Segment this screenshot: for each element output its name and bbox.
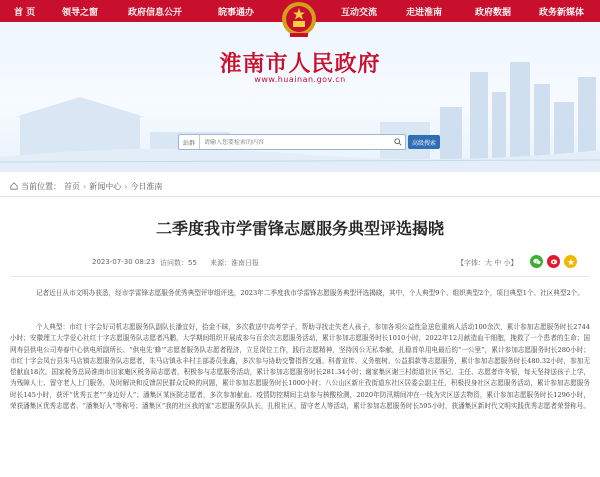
- weibo-share-icon[interactable]: [547, 255, 560, 268]
- qzone-share-icon[interactable]: [564, 255, 577, 268]
- breadcrumb: [10, 181, 162, 192]
- nav-item-new-media[interactable]: 政务新媒体: [539, 8, 585, 18]
- article-paragraph: 个人典型：市红十字会好司机志愿服务队副队长潘宜好，拾金不昧，多次救送中高考学子，帮助寻找走失老人孩子，参加各项公益性急送危重病人活动100余次，累计参加志愿服务时长2744小时；安徽理工大学爱心社红十字志愿服务队志愿者冯鹏，大学期间组织开展成参与百余次志愿服务活动，累计参加志愿服务时长1010小时，2022年12月献造血干细胞，挽救了一个患者的生命；国网寿县供电公司寿春中心供电所副所长、“供电先‘蜂’”志愿者服务队志愿者程济，立足岗位工作，践行志愿精神，坚持因公无私奉献，扎稳首单用电最后的“一公里”，累计参加志愿服务时长280小时；市红十字会凤台县朱马店镇志愿服务队志愿者，朱马店镇永丰村主部委员张鑫，多次参与协助交警指挥交通、科普宣传、义务植树、公益捐款等志愿服务，累计参加志愿服务时长480.32小时，参加无偿献血18次。国家税务总局淮南市田家庵区税务局志愿者，积极参与志愿服务活动，累计参加志愿服务时长281.34小时；谢家集区谢三村街道社区书记、主任、志愿者许冬银，每天坚持送孩子上学，为残障人士、留守老人上门服务，及时解决和反馈居民群众反映的问题，累计参加志愿服务时长1000小时；八公山区新庄孜街道东社区居委会副主任，积极投身社区志愿服务活动，累计参加志愿服务时长145小时，获评“优秀五老”“身边好人”；潘集区某医院志愿者，多次参加献血、疫情防控期间主动参与核酸检测，2020年防汛期间冲在一线为灾区送去物资，累计参加志愿服务时长1296小时，荣获潘集区优秀志愿者、“潘集好人”等称号；潘集区“我的社区我的家”志愿服务队队长，扎根社区，留守老人等活动，累计参加志愿服务时长595小时，获潘集区新时代文明实践优秀志愿者荣誉称号。: [10, 323, 590, 411]
- site-title: 淮南市人民政府: [219, 51, 381, 77]
- nav-item-services[interactable]: 皖事通办: [218, 8, 255, 18]
- nav-item-home[interactable]: 首 页: [14, 8, 36, 18]
- article-title: 二季度我市学雷锋志愿服务典型评选揭晓: [155, 219, 444, 238]
- article-date: 2023-07-30 08:23: [92, 258, 156, 266]
- breadcrumb-location-label: 当前位置：: [21, 182, 61, 191]
- search-input[interactable]: [200, 139, 391, 146]
- breadcrumb-separator-icon: ›: [124, 182, 128, 191]
- nav-item-gov-data[interactable]: 政府数据: [475, 8, 512, 18]
- article-paragraph: 记者近日从市文明办获悉，经市学雷锋志愿服务优秀典型评审组评选，2023年二季度我市学雷锋志愿服务典型评选揭晓，其中，个人典型9个、组织典型2个，项目典型1个、社区典型2个。: [36, 289, 584, 297]
- divider: [10, 276, 590, 277]
- national-emblem-icon: [278, 0, 320, 40]
- breadcrumb-item-today-huainan[interactable]: 今日淮南: [130, 182, 163, 191]
- nav-item-about-huainan[interactable]: 走进淮南: [406, 8, 443, 18]
- nav-item-gov-info[interactable]: 政府信息公开: [128, 8, 183, 18]
- search-icon[interactable]: [391, 135, 405, 149]
- breadcrumb-separator-icon: ›: [83, 182, 87, 191]
- article-meta: [10, 258, 590, 274]
- divider: [0, 196, 600, 197]
- site-url: www.huainan.gov.cn: [254, 75, 346, 84]
- breadcrumb-item-news-center[interactable]: 新闻中心: [89, 182, 122, 191]
- header-banner: [0, 22, 600, 172]
- share-buttons: [530, 255, 577, 268]
- article-views: 访问数：55: [160, 259, 197, 267]
- font-size-control[interactable]: 【字体：大 中 小】: [457, 259, 518, 267]
- nav-item-interaction[interactable]: 互动交流: [341, 8, 378, 18]
- breadcrumb-item-home[interactable]: 首页: [64, 182, 80, 191]
- wechat-share-icon[interactable]: [530, 255, 543, 268]
- search-bar: [178, 134, 406, 150]
- search-scope-select[interactable]: 站群: [179, 135, 200, 149]
- article-source: 来源：淮南日报: [210, 259, 259, 267]
- home-icon: [10, 182, 18, 192]
- nav-item-leaders[interactable]: 领导之窗: [62, 8, 99, 18]
- advanced-search-button[interactable]: 高级搜索: [408, 135, 440, 149]
